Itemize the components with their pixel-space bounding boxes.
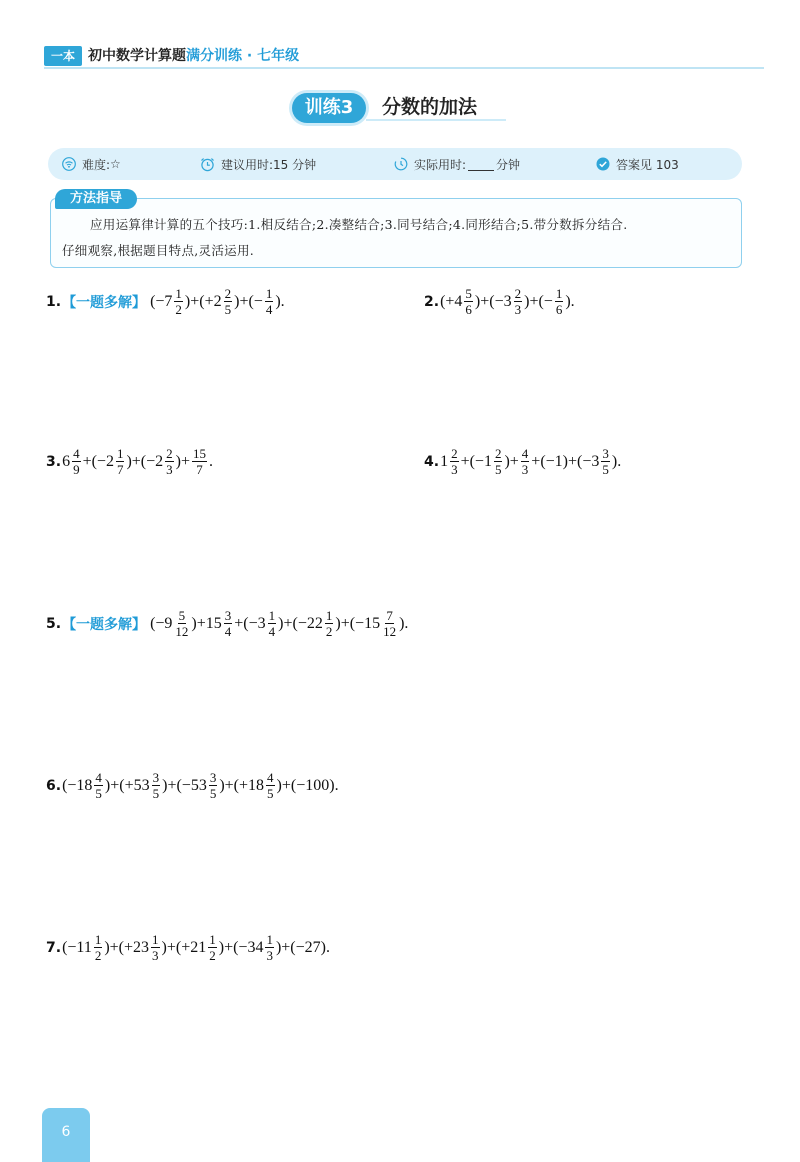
problem-number: 1. <box>46 293 62 310</box>
fraction <box>151 932 160 963</box>
denominator: 5 <box>224 302 232 317</box>
fraction <box>601 446 610 477</box>
numerator: 3 <box>602 446 609 461</box>
problem-number: 2. <box>424 293 440 310</box>
denominator: 2 <box>175 302 182 317</box>
expression-text: )+(−27). <box>275 938 330 956</box>
fraction <box>94 770 103 801</box>
denominator: 7 <box>196 462 203 477</box>
expression-text: +(−2 <box>82 452 114 470</box>
denominator: 3 <box>451 462 458 477</box>
denominator: 3 <box>152 948 159 963</box>
problem-number: 3. <box>46 453 62 470</box>
fraction <box>72 446 81 477</box>
fraction <box>152 770 161 801</box>
denominator: 12 <box>175 624 189 639</box>
difficulty-label: 难度: <box>82 157 111 172</box>
denominator: 3 <box>514 302 522 317</box>
expression-text: )+ <box>504 452 519 470</box>
numerator: 1 <box>265 286 273 301</box>
fraction <box>265 286 274 317</box>
timer-icon <box>394 157 408 171</box>
fraction <box>174 286 183 317</box>
title-underline <box>366 119 506 121</box>
method-tab: 方法指导 <box>55 189 137 209</box>
fraction <box>464 286 473 317</box>
expression-text: (+4 <box>440 292 463 310</box>
answer-ref <box>596 148 679 180</box>
expression-text: )+(− <box>524 292 553 310</box>
series-main: 初中数学计算题 <box>88 48 186 64</box>
numerator: 4 <box>95 770 102 785</box>
numerator: 1 <box>266 932 273 947</box>
multi-solution-tag: 【一题多解】 <box>62 616 147 633</box>
numerator: 15 <box>193 446 206 461</box>
expression-text: )+(− <box>234 292 263 310</box>
fraction <box>555 286 564 317</box>
numerator: 1 <box>116 446 124 461</box>
expression-text: )+15 <box>191 614 222 632</box>
fraction <box>521 446 530 477</box>
suggested-time-text: 建议用时:15 分钟 <box>221 157 317 172</box>
numerator: 1 <box>94 932 102 947</box>
denominator: 7 <box>116 462 124 477</box>
expression-text: +(−1 <box>460 452 492 470</box>
denominator: 6 <box>465 302 472 317</box>
expression-text: ). <box>611 452 622 470</box>
expression-text: +(−1)+(−3 <box>531 452 600 470</box>
series-title <box>88 47 299 65</box>
difficulty-value: ☆ <box>110 157 121 171</box>
expression-text: −7 <box>155 292 173 310</box>
numerator: 5 <box>178 608 186 623</box>
fraction <box>94 932 103 963</box>
fraction <box>116 446 125 477</box>
numerator: 3 <box>209 770 217 785</box>
fraction <box>382 608 397 639</box>
expression-text: (−11 <box>62 938 92 956</box>
denominator: 2 <box>325 624 333 639</box>
expression-text: )+(−22 <box>278 614 323 632</box>
method-line-2: 仔细观察,根据题目特点,灵活运用. <box>62 243 255 258</box>
problem-number: 7. <box>46 939 62 956</box>
denominator: 9 <box>73 462 80 477</box>
numerator: 1 <box>209 932 216 947</box>
expression-text: )+(+2 <box>184 292 222 310</box>
actual-time <box>394 148 520 180</box>
lesson-badge: 训练3 <box>292 93 366 123</box>
expression-text: )+(+23 <box>104 938 150 956</box>
expression-text: ). <box>399 614 409 632</box>
suggested-time <box>200 148 316 180</box>
denominator: 12 <box>383 624 397 639</box>
info-bar <box>48 148 742 180</box>
numerator: 1 <box>555 286 563 301</box>
denominator: 5 <box>152 786 160 801</box>
expression-text: )+(−2 <box>126 452 164 470</box>
fraction <box>514 286 523 317</box>
denominator: 4 <box>265 302 273 317</box>
fraction <box>268 608 277 639</box>
expression-text: (−9 <box>150 614 173 632</box>
expression-text: )+(+21 <box>161 938 207 956</box>
numerator: 4 <box>73 446 80 461</box>
problem-1 <box>46 286 285 317</box>
actual-time-label: 实际用时: <box>414 157 467 172</box>
expression-text: 1 <box>440 452 449 470</box>
expression-text: )+(−34 <box>218 938 264 956</box>
denominator: 5 <box>209 786 217 801</box>
expression-text: 6 <box>62 452 71 470</box>
difficulty <box>62 148 121 180</box>
fraction <box>209 770 218 801</box>
numerator: 2 <box>224 286 232 301</box>
numerator: 3 <box>152 770 160 785</box>
denominator: 5 <box>267 786 274 801</box>
numerator: 2 <box>166 446 173 461</box>
fraction <box>224 286 233 317</box>
expression-text: . <box>209 452 213 470</box>
expression-text: ). <box>565 292 575 310</box>
lesson-title: 分数的加法 <box>382 96 478 118</box>
denominator: 2 <box>209 948 216 963</box>
fraction <box>224 608 233 639</box>
fraction <box>266 770 275 801</box>
fraction <box>325 608 334 639</box>
denominator: 5 <box>602 462 609 477</box>
page-number: 6 <box>42 1108 90 1162</box>
fraction <box>174 608 189 639</box>
answer-ref-text: 答案见 103 <box>616 157 679 172</box>
denominator: 4 <box>224 624 232 639</box>
wifi-icon <box>62 157 76 171</box>
problem-number: 5. <box>46 615 62 632</box>
problem-5 <box>46 608 408 639</box>
numerator: 1 <box>175 286 182 301</box>
check-circle-icon <box>596 157 610 171</box>
fraction <box>192 446 207 477</box>
problem-7 <box>46 932 330 963</box>
actual-time-blank[interactable] <box>468 158 494 171</box>
fraction <box>165 446 174 477</box>
expression-text: )+ <box>175 452 190 470</box>
expression-text: (−18 <box>62 776 93 794</box>
multi-solution-tag: 【一题多解】 <box>62 294 147 311</box>
series-highlight: 满分训练 · 七年级 <box>186 48 300 64</box>
numerator: 2 <box>494 446 502 461</box>
expression-text: )+(+18 <box>219 776 265 794</box>
expression-text: )+(−53 <box>162 776 207 794</box>
problem-4 <box>424 446 621 477</box>
denominator: 4 <box>268 624 276 639</box>
numerator: 1 <box>268 608 276 623</box>
expression-text: ( <box>150 292 156 310</box>
numerator: 1 <box>152 932 159 947</box>
expression-text: )+(−15 <box>335 614 381 632</box>
numerator: 2 <box>514 286 522 301</box>
method-line-1: 应用运算律计算的五个技巧:1.相反结合;2.凑整结合;3.同号结合;4.同形结合;5.带分数拆分结合. <box>90 217 628 232</box>
problem-3 <box>46 446 213 477</box>
problem-2 <box>424 286 575 317</box>
numerator: 1 <box>325 608 333 623</box>
numerator: 7 <box>386 608 393 623</box>
fraction <box>494 446 503 477</box>
denominator: 3 <box>521 462 529 477</box>
numerator: 2 <box>451 446 458 461</box>
alarm-clock-icon <box>200 157 215 172</box>
denominator: 6 <box>555 302 563 317</box>
denominator: 3 <box>266 948 273 963</box>
fraction <box>265 932 274 963</box>
denominator: 5 <box>494 462 502 477</box>
expression-text: ). <box>275 292 285 310</box>
numerator: 4 <box>521 446 529 461</box>
expression-text: +(−3 <box>234 614 266 632</box>
denominator: 2 <box>94 948 102 963</box>
expression-text: )+(−3 <box>474 292 512 310</box>
actual-time-unit: 分钟 <box>496 157 521 172</box>
denominator: 5 <box>95 786 102 801</box>
brand-logo: 一本 <box>44 46 82 66</box>
problem-number: 6. <box>46 777 62 794</box>
fraction <box>208 932 217 963</box>
expression-text: )+(+53 <box>104 776 150 794</box>
numerator: 4 <box>267 770 274 785</box>
problem-6 <box>46 770 339 801</box>
fraction <box>450 446 459 477</box>
header-divider <box>44 67 764 69</box>
expression-text: )+(−100). <box>276 776 339 794</box>
numerator: 5 <box>465 286 472 301</box>
denominator: 3 <box>166 462 173 477</box>
problem-number: 4. <box>424 453 440 470</box>
numerator: 3 <box>224 608 232 623</box>
